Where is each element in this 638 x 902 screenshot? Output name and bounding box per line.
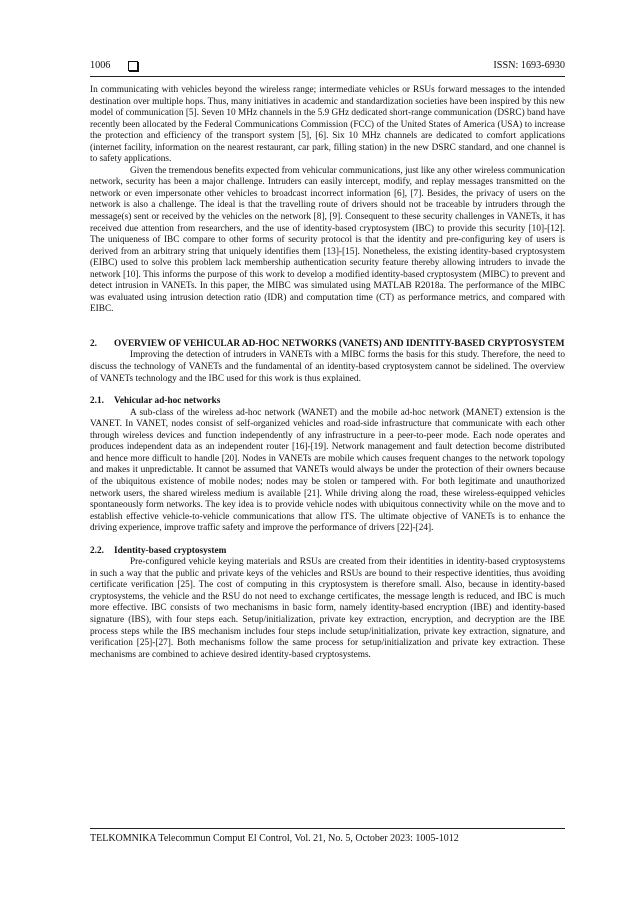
section-2-heading	[90, 339, 565, 351]
subsection-2-2-heading	[90, 546, 565, 558]
subsection-2-1-number: 2.1.	[90, 396, 104, 407]
subsection-2-2-title: Identity-based cryptosystem	[114, 545, 227, 556]
paragraph-intro-1: In communicating with vehicles beyond the wireless range; intermediate vehicles or RSUs forward messages to the intended destination over multiple hops. Thus, many initiatives in academic and standardization societies have been inspired by this new model of communication [5]. Seven 10 MHz channels in the 5.9 GHz dedicated short-range communication (DSRC) band have recently been allocated by the Federal Communications Commission (FCC) of the United States of America (USA) to increase the protection and efficiency of the transport system [5], [6]. Six 10 MHz channels are dedicated to comfort applications (internet facility, information on the nearest restaurant, car park, filling station) in the new DSRC standard, and one channel is to safety applications.	[90, 85, 565, 165]
paragraph-intro-2: Given the tremendous benefits expected from vehicular communications, just like any other wireless communication network, security has been a major challenge. Intruders can easily intercept, modify, and replay messages transmitted on the network or even impersonate other vehicles to broadcast incorrect information [6], [7]. Besides, the privacy of users on the network is also a challenge. The ideal is that the travelling route of drivers should not be traceable by intruders through the message(s) sent or received by the vehicles on the network [8], [9]. Consequent to these security challenges in VANETs, it has received due attention from researchers, and the use of identity-based cryptosystem (IBC) to provide this security [10]-[12]. The uniqueness of IBC compare to other forms of security protocol is that the identity and pre-configuring key of users is derived from an arbitrary string that uniquely identifies them [13]-[15]. Nonetheless, the existing identity-based cryptosystem (EIBC) used to solve this problem lack membership authentication security feature thereby allowing intruders to invade the network [10]. This informs the purpose of this work to develop a modified identity-based cryptosystem (MIBC) to prevent and detect intrusion in VANETs. In this paper, the MIBC was simulated using MATLAB R2018a. The performance of the MIBC was evaluated using intrusion detection ratio (IDR) and computation time (CT) as performance metrics, and compared with EIBC.	[90, 165, 565, 315]
subsection-2-1-title: Vehicular ad-hoc networks	[114, 396, 221, 407]
journal-citation: TELKOMNIKA Telecommun Comput El Control, Vol. 21, No. 5, October 2023: 1005-1012	[90, 833, 459, 844]
subsection-2-1-heading	[90, 396, 565, 408]
page-number: 1006	[90, 60, 111, 71]
section-2-title: OVERVIEW OF VEHICULAR AD-HOC NETWORKS (VANETS) AND IDENTITY-BASED CRYPTOSYSTEM	[114, 338, 565, 349]
paragraph-ibc: Pre-configured vehicle keying materials and RSUs are created from their identities in identity-based cryptosystems in such a way that the public and private keys of the vehicles and RSUs are bound to their respective identities, thus avoiding certificate verification [25]. The cost of computing in this cryptosystem is therefore small. Also, because in identity-based cryptosystems, the vehicle and the RSU do not need to exchange certificates, the message length is reduced, and IBC is much more effective. IBC consists of two mechanisms in basic form, namely identity-based encryption (IBE) and identity-based signature (IBS), with four steps each. Setup/initialization, private key extraction, encryption, and decryption are the IBE process steps while the IBS mechanism includes four steps include setup/initialization, private key extraction, signature, and verification [25]-[27]. Both mechanisms follow the same process for setup/initialization and private key extraction. These mechanisms are combined to achieve desired identity-based cryptosystems.	[90, 557, 565, 660]
paragraph-section-2: Improving the detection of intruders in VANETs with a MIBC forms the basis for this study. Therefore, the need to discuss the technology of VANETs and the fundamental of an identity-based cryptosystem cannot be sidelined. The overview of VANETs technology and the IBC used for this work is thus explained.	[90, 350, 565, 384]
issn-label: ISSN: 1693-6930	[493, 60, 565, 71]
page-footer	[90, 828, 565, 844]
paragraph-vanets: A sub-class of the wireless ad-hoc network (WANET) and the mobile ad-hoc network (MANET) extension is the VANET. In VANET, nodes consist of self-organized vehicles and road-side infrastructure that communicate with each other through wireless devices and function independently of any infrastructure in a peer-to-peer mode. Each node operates and produces independent data as an independent router [16]-[19]. Network management and fault detection become distributed and hence more difficult to handle [20]. Nodes in VANETs are mobile which causes frequent changes to the network topology and makes it unpredictable. It cannot be assumed that VANETs would always be under the protection of their owners because of the ubiquitous existence of mobile nodes; nodes may be stolen or tampered with. For both legitimate and unauthorized network users, the shared wireless medium is available [21]. While driving along the road, these wireless-equipped vehicles spontaneously form networks. The key idea is to provide vehicle nodes with ubiquitous connectivity while on the move and to establish effective vehicle-to-vehicle communications that allow ITS. The ultimate objective of VANETs is to enhance the driving experience, improve traffic safety and improve the performance of drivers [22]-[24].	[90, 407, 565, 534]
subsection-2-2-number: 2.2.	[90, 545, 104, 556]
page-header	[90, 58, 565, 77]
section-2-number: 2.	[90, 338, 97, 349]
page-body	[90, 85, 565, 661]
square-bullet-icon	[128, 61, 138, 71]
